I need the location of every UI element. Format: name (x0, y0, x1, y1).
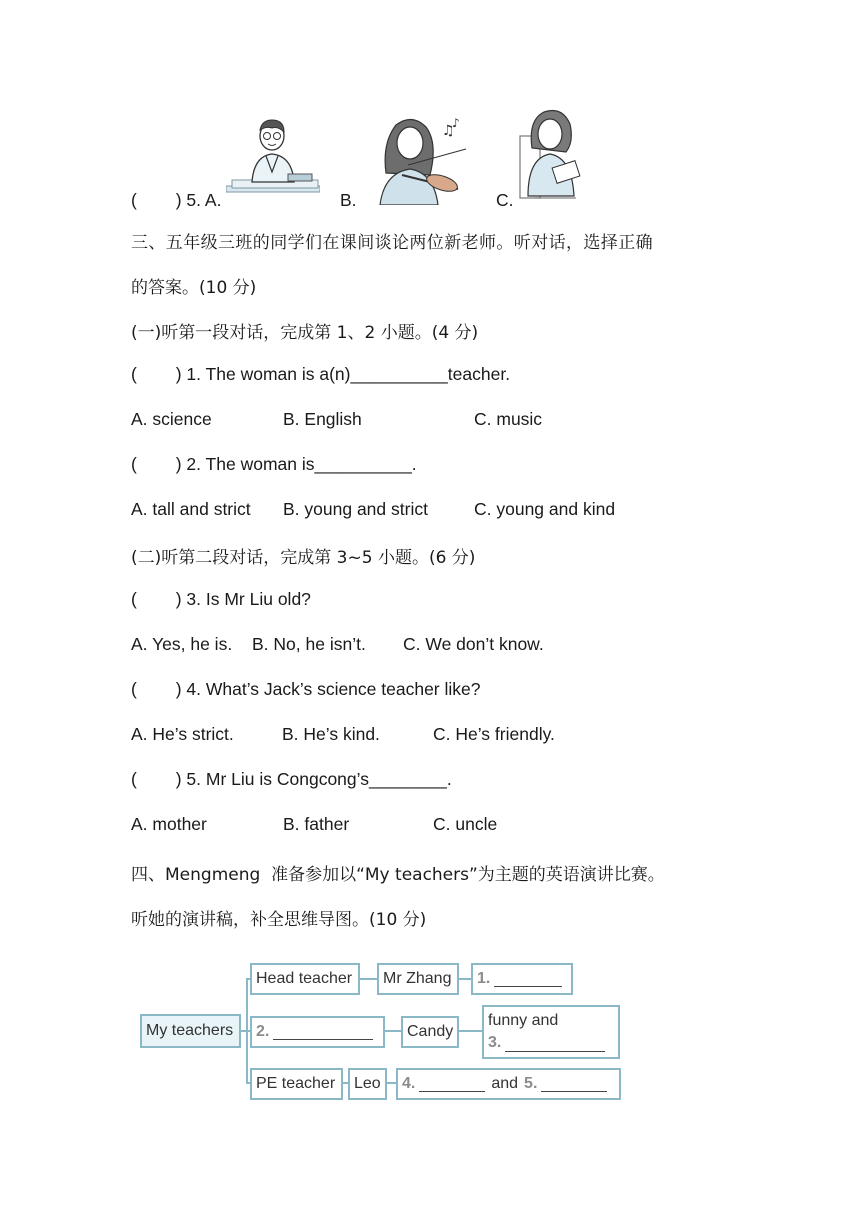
mm-blank-1-line[interactable] (494, 972, 562, 987)
q1-option-c: C. music (474, 409, 543, 429)
mm-blank-1[interactable] (471, 963, 573, 995)
q3-stem: ( ) 3. Is Mr Liu old? (131, 589, 311, 609)
mm-connector (359, 978, 378, 980)
svg-text:♪: ♪ (452, 116, 460, 130)
mm-blank-2-line[interactable] (273, 1025, 373, 1040)
mm-connector (458, 1030, 484, 1032)
mm-blank-2-number: 2. (256, 1023, 270, 1040)
q5-option-c-label: C. (496, 190, 514, 210)
section3-part1-heading: (一)听第一段对话，完成第 1、2 小题。(4 分) (131, 323, 479, 343)
svg-text:♫: ♫ (442, 123, 455, 139)
mm-blank-3[interactable] (482, 1005, 620, 1059)
mm-mr-zhang (377, 963, 459, 995)
section4-heading: 四、Mengmeng 准备参加以“My teachers”为主题的英语演讲比赛。 (131, 865, 665, 885)
q5-stem-2: ( ) 5. Mr Liu is Congcong’s________. (131, 769, 452, 789)
section3-heading-cont: 的答案。(10 分) (131, 278, 257, 298)
mm-blank-3-row (488, 1034, 605, 1052)
q2-stem: ( ) 2. The woman is__________. (131, 454, 417, 474)
section3-heading: 三、五年级三班的同学们在课间谈论两位新老师。听对话，选择正确 (131, 233, 653, 253)
mm-blank-2[interactable] (250, 1016, 385, 1048)
q4-option-b: B. He’s kind. (282, 724, 380, 744)
q1-option-b: B. English (283, 409, 362, 429)
mm-funny-and-label: funny and (488, 1012, 559, 1029)
mm-pe-teacher (250, 1068, 343, 1100)
q3-option-a: A. Yes, he is. (131, 634, 233, 654)
mm-head-teacher (250, 963, 360, 995)
mm-pe-teacher-label: PE teacher (256, 1075, 336, 1092)
mm-blank-5-line[interactable] (541, 1077, 607, 1092)
girl-reading-picture (514, 106, 590, 204)
q2-option-b: B. young and strict (283, 499, 428, 519)
mm-blank-4-line[interactable] (419, 1077, 485, 1092)
q2-option-c: C. young and kind (474, 499, 616, 519)
q3-option-c: C. We don’t know. (403, 634, 544, 654)
section4-heading-cont: 听她的演讲稿，补全思维导图。(10 分) (131, 910, 427, 930)
q5-stem: ( ) 5. A. (131, 190, 222, 210)
q4-option-c: C. He’s friendly. (433, 724, 555, 744)
mm-head-teacher-label: Head teacher (256, 970, 353, 987)
q5-option-a: A. mother (131, 814, 207, 834)
mm-blank-3-line[interactable] (505, 1037, 605, 1052)
mm-root-label: My teachers (146, 1022, 234, 1039)
mm-root-my-teachers (140, 1014, 241, 1048)
mm-blank-1-number: 1. (477, 970, 491, 987)
mm-candy-label: Candy (407, 1023, 454, 1040)
q4-option-a: A. He’s strict. (131, 724, 234, 744)
mm-blank-4-number: 4. (402, 1075, 416, 1092)
mm-leo-label: Leo (354, 1075, 381, 1092)
mm-candy (401, 1016, 459, 1048)
mm-and-label: and (491, 1075, 519, 1092)
q4-stem: ( ) 4. What’s Jack’s science teacher like? (131, 679, 481, 699)
mm-blank-4-5[interactable] (396, 1068, 621, 1100)
mm-leo (348, 1068, 387, 1100)
q5-option-b-label: B. (340, 190, 357, 210)
q5-option-b: B. father (283, 814, 350, 834)
q2-option-a: A. tall and strict (131, 499, 251, 519)
mm-mr-zhang-label: Mr Zhang (383, 970, 452, 987)
mm-connector (384, 1030, 402, 1032)
q1-option-a: A. science (131, 409, 212, 429)
girl-playing-violin-picture (372, 113, 468, 205)
mm-blank-3-number: 3. (488, 1034, 502, 1051)
section3-part2-heading: (二)听第二段对话，完成第 3~5 小题。(6 分) (131, 548, 476, 568)
q3-option-b: B. No, he isn’t. (252, 634, 366, 654)
man-at-desk-picture (226, 116, 320, 194)
q1-stem: ( ) 1. The woman is a(n)__________teacher. (131, 364, 511, 384)
mm-blank-5-number: 5. (524, 1075, 538, 1092)
q5-option-c: C. uncle (433, 814, 498, 834)
